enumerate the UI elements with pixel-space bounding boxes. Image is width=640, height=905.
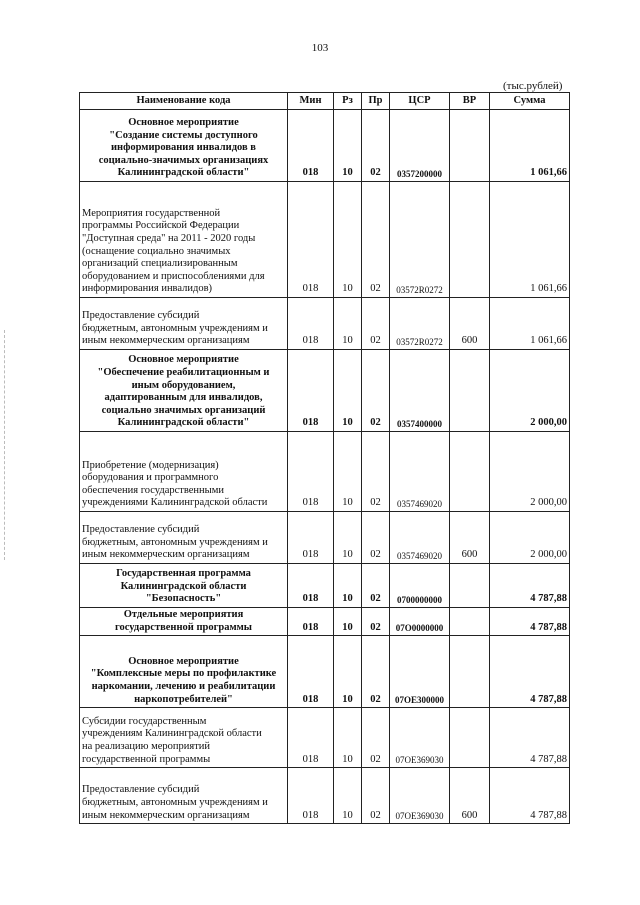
cell-name-text: Предоставление субсидий бюджетным, автономным учреждениям и иным некоммерческим организациям [82,310,268,347]
cell-rz: 10 [334,564,362,608]
table-row [80,432,570,512]
cell-rz: 10 [334,432,362,512]
cell-pr: 02 [362,564,390,608]
cell-rz: 10 [334,350,362,432]
cell-name-text: Основное мероприятие "Обеспечение реабилитационным и иным оборудованием, адаптированным для инвалидов, социально значимых организаций Калининградской области" [97,354,270,429]
cell-name-text: Субсидии государственным учреждениям Калининградской области на реализацию мероприятий государственной программы [82,715,262,765]
table-row [80,608,570,636]
cell-name [80,708,288,768]
cell-sum: 2 000,00 [490,512,570,564]
cell-vr [450,182,490,298]
cell-vr: 600 [450,298,490,350]
cell-min: 018 [288,512,334,564]
cell-csr: 07ОЕ300000 [390,636,450,708]
cell-csr: 07ОЕ369030 [390,768,450,824]
cell-min: 018 [288,768,334,824]
cell-name-text: Основное мероприятие "Комплексные меры по профилактике наркомании, лечению и реабилитации наркопотребителей" [90,655,277,705]
header-vr: ВР [450,93,490,110]
cell-rz: 10 [334,182,362,298]
cell-vr [450,110,490,182]
cell-rz: 10 [334,768,362,824]
header-sum: Сумма [490,93,570,110]
cell-vr: 600 [450,768,490,824]
cell-rz: 10 [334,512,362,564]
cell-csr: 0357200000 [390,110,450,182]
cell-vr [450,708,490,768]
cell-min: 018 [288,708,334,768]
units-label: (тыс.рублей) [503,80,563,92]
header-min: Мин [288,93,334,110]
cell-csr: 03572R0272 [390,182,450,298]
cell-name-text: Мероприятия государственной программы Российской Федерации "Доступная среда" на 2011 - 2020 годы (оснащение социально значимых организаций специализированным оборудованием и приспособлениями для информирования инвалидов) [82,207,265,295]
cell-name-text: Государственная программа Калининградской области "Безопасность" [116,568,251,605]
table-row [80,350,570,432]
table-row [80,298,570,350]
cell-pr: 02 [362,636,390,708]
cell-pr: 02 [362,708,390,768]
table-row [80,110,570,182]
table-row [80,512,570,564]
cell-sum: 4 787,88 [490,564,570,608]
table-row [80,182,570,298]
cell-csr: 0357469020 [390,432,450,512]
cell-rz: 10 [334,708,362,768]
table-row [80,564,570,608]
cell-min: 018 [288,608,334,636]
cell-min: 018 [288,110,334,182]
cell-name [80,564,288,608]
cell-pr: 02 [362,298,390,350]
cell-name-text: Приобретение (модернизация) оборудования и программного обеспечения государственными учреждениями Калининградской области [82,459,268,509]
cell-min: 018 [288,432,334,512]
cell-csr: 07ОЕ369030 [390,708,450,768]
cell-rz: 10 [334,298,362,350]
cell-name [80,636,288,708]
cell-pr: 02 [362,608,390,636]
cell-sum: 4 787,88 [490,636,570,708]
cell-name [80,298,288,350]
header-csr: ЦСР [390,93,450,110]
cell-sum: 2 000,00 [490,432,570,512]
cell-min: 018 [288,182,334,298]
cell-sum: 1 061,66 [490,110,570,182]
cell-sum: 2 000,00 [490,350,570,432]
cell-sum: 1 061,66 [490,182,570,298]
cell-min: 018 [288,350,334,432]
cell-name [80,110,288,182]
cell-name [80,350,288,432]
cell-vr [450,432,490,512]
cell-pr: 02 [362,110,390,182]
cell-pr: 02 [362,512,390,564]
cell-min: 018 [288,636,334,708]
cell-sum: 4 787,88 [490,608,570,636]
cell-min: 018 [288,298,334,350]
cell-min: 018 [288,564,334,608]
cell-vr: 600 [450,512,490,564]
table-row [80,636,570,708]
cell-name [80,768,288,824]
cell-name-text: Основное мероприятие "Создание системы доступного информирования инвалидов в социально-значимых организациях Калининградской области" [98,117,269,179]
cell-pr: 02 [362,768,390,824]
cell-pr: 02 [362,182,390,298]
header-rz: Рз [334,93,362,110]
cell-csr: 07О0000000 [390,608,450,636]
cell-rz: 10 [334,110,362,182]
cell-csr: 0357400000 [390,350,450,432]
cell-rz: 10 [334,608,362,636]
cell-pr: 02 [362,432,390,512]
page-number: 103 [311,42,329,54]
cell-vr [450,608,490,636]
cell-vr [450,350,490,432]
cell-sum: 1 061,66 [490,298,570,350]
header-pr: Пр [362,93,390,110]
budget-table [79,92,570,824]
table-row [80,768,570,824]
table-row [80,708,570,768]
cell-rz: 10 [334,636,362,708]
cell-vr [450,564,490,608]
cell-csr: 0700000000 [390,564,450,608]
table-header-row [80,93,570,110]
cell-name-text: Отдельные мероприятия государственной программы [115,609,252,633]
binding-mark [4,330,6,560]
cell-name [80,512,288,564]
cell-pr: 02 [362,350,390,432]
cell-csr: 03572R0272 [390,298,450,350]
cell-sum: 4 787,88 [490,708,570,768]
cell-sum: 4 787,88 [490,768,570,824]
cell-name [80,182,288,298]
cell-name [80,608,288,636]
header-name: Наименование кода [80,93,288,110]
cell-name-text: Предоставление субсидий бюджетным, автономным учреждениям и иным некоммерческим организациям [82,784,268,821]
cell-vr [450,636,490,708]
cell-name [80,432,288,512]
cell-name-text: Предоставление субсидий бюджетным, автономным учреждениям и иным некоммерческим организациям [82,524,268,561]
cell-csr: 0357469020 [390,512,450,564]
